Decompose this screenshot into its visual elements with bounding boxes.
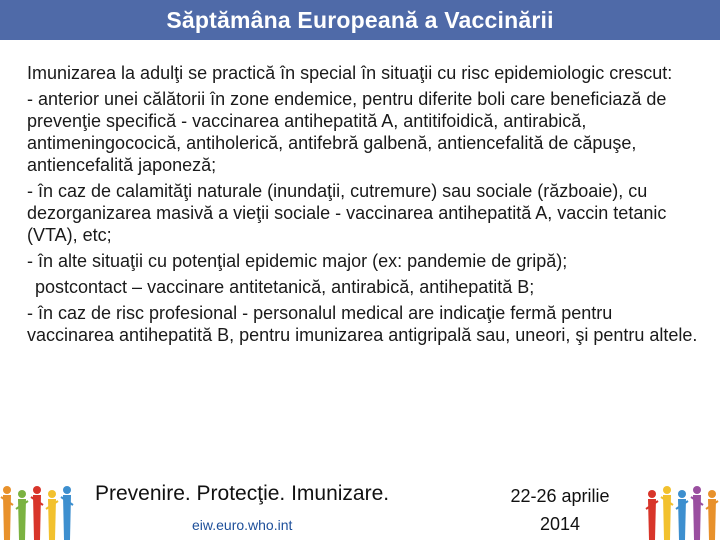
body-text: [27, 62, 699, 350]
person-figure-icon: [675, 482, 689, 540]
paragraph-intro: Imunizarea la adulţi se practică în special în situaţii cu risc epidemiologic crescut:: [27, 63, 673, 83]
people-figures-right: [645, 470, 720, 540]
slogan: Prevenire. Protecţie. Imunizare.: [95, 482, 390, 505]
people-figures-left: [0, 470, 75, 540]
person-figure-icon: [60, 482, 74, 540]
person-figure-icon: [705, 482, 719, 540]
paragraph-epidemic: - în alte situaţii cu potenţial epidemic major (ex: pandemie de gripă);: [27, 251, 568, 271]
paragraph-postcontact: postcontact – vaccinare antitetanică, antirabică, antihepatită B;: [35, 277, 535, 297]
person-figure-icon: [690, 482, 704, 540]
footer: [0, 470, 720, 540]
date-range: 22-26 aprilie: [510, 486, 610, 506]
paragraph-travel: - anterior unei călătorii în zone endemice, pentru diferite boli care beneficiază de prevenţie specifică - vaccinarea antihepatită A, antitifoidică, antirabică, antimeningococică, antiholerică, antifebră galbenă, antiencefalită de căpuşe, antiencefalită japoneză;: [27, 89, 667, 175]
person-figure-icon: [15, 482, 29, 540]
person-figure-icon: [0, 482, 14, 540]
page-title: Săptămâna Europeană a Vaccinării: [166, 6, 554, 33]
person-figure-icon: [660, 482, 674, 540]
campaign-dates: [500, 482, 620, 538]
paragraph-professional: - în caz de risc profesional - personalul medical are indicaţie fermă pentru vaccinarea antihepatită B, pentru imunizarea antigripală sau, uneori, şi pentru altele.: [27, 303, 698, 345]
person-figure-icon: [45, 482, 59, 540]
website-link[interactable]: eiw.euro.who.int: [192, 517, 293, 533]
campaign-year: 2014: [539, 514, 581, 534]
person-figure-icon: [645, 482, 659, 540]
title-bar: [0, 0, 720, 40]
person-figure-icon: [30, 482, 44, 540]
paragraph-calamities: - în caz de calamităţi naturale (inundaţii, cutremure) sau sociale (războaie), cu dezorganizarea masivă a vieţii sociale - vaccinarea antihepatită A, vaccin tetanic (VTA), etc;: [27, 181, 667, 245]
